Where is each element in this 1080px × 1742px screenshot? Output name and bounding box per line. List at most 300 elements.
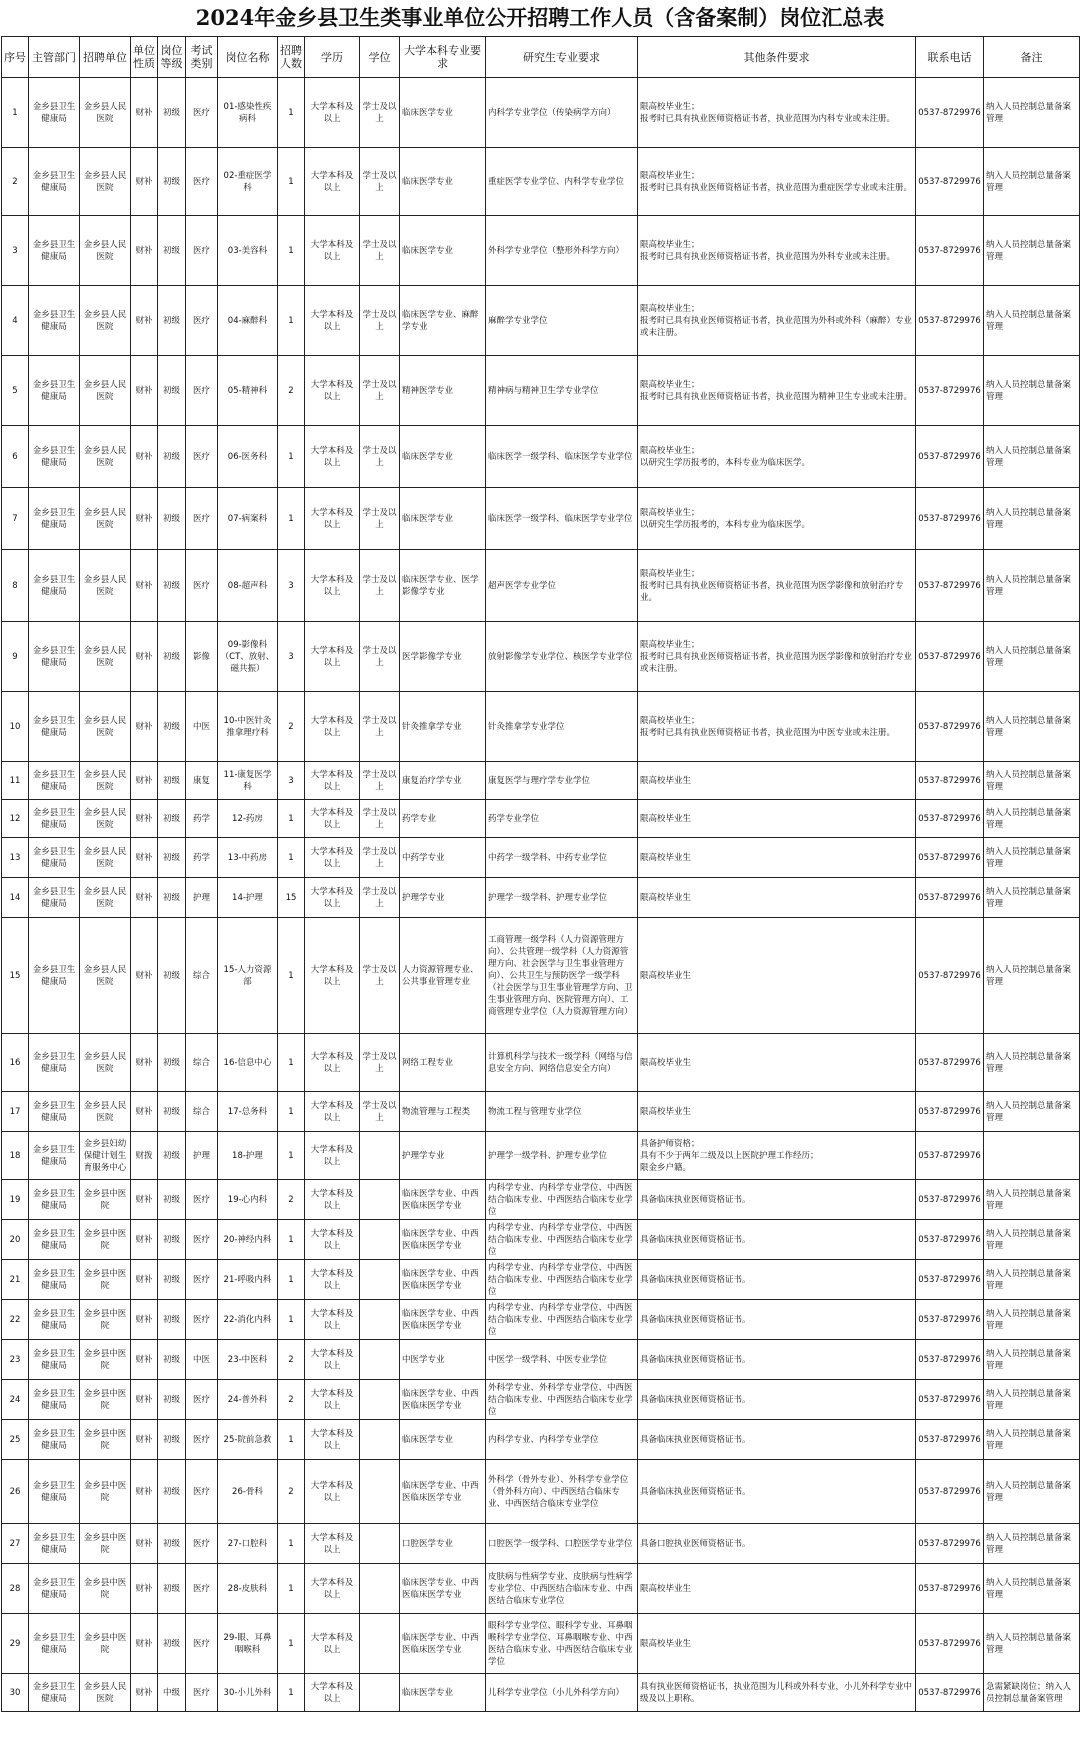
undergrad-major-cell: 临床医学专业、中西医临床医学专业 — [400, 1220, 486, 1260]
dept-cell: 金乡县卫生健康局 — [29, 488, 80, 550]
degree-cell — [360, 1564, 400, 1614]
undergrad-major-cell: 临床医学专业、中西医临床医学专业 — [400, 1260, 486, 1300]
unit-cell: 金乡县中医院 — [80, 1180, 131, 1220]
degree-cell: 学士及以上 — [360, 488, 400, 550]
headcount-cell: 1 — [278, 78, 305, 148]
headcount-cell: 15 — [278, 878, 305, 918]
remark-cell: 纳入人员控制总量备案管理 — [984, 488, 1080, 550]
post-name-cell: 20-神经内科 — [218, 1220, 278, 1260]
post-name-cell: 01-感染性疾病科 — [218, 78, 278, 148]
headcount-cell: 1 — [278, 286, 305, 356]
dept-cell: 金乡县卫生健康局 — [29, 1380, 80, 1420]
degree-cell — [360, 1524, 400, 1564]
headcount-cell: 3 — [278, 762, 305, 800]
postgrad-major-cell: 精神病与精神卫生学专业学位 — [486, 356, 638, 426]
headcount-cell: 2 — [278, 1180, 305, 1220]
exam-type-cell: 影像 — [186, 622, 218, 692]
column-header: 研究生专业要求 — [486, 37, 638, 78]
education-cell: 大学本科及以上 — [305, 1340, 360, 1380]
degree-cell: 学士及以上 — [360, 1034, 400, 1092]
remark-cell: 纳入人员控制总量备案管理 — [984, 692, 1080, 762]
remark-cell: 纳入人员控制总量备案管理 — [984, 1092, 1080, 1132]
column-header: 其他条件要求 — [638, 37, 916, 78]
degree-cell: 学士及以上 — [360, 878, 400, 918]
degree-cell: 学士及以上 — [360, 286, 400, 356]
phone-cell: 0537-8729976 — [916, 78, 984, 148]
degree-cell: 学士及以上 — [360, 78, 400, 148]
nature-cell: 财补 — [131, 1092, 158, 1132]
exam-type-cell: 医疗 — [186, 216, 218, 286]
post-name-cell: 09-影像科（CT、放射、磁共振） — [218, 622, 278, 692]
level-cell: 初级 — [158, 1614, 186, 1674]
remark-cell: 纳入人员控制总量备案管理 — [984, 1260, 1080, 1300]
table-row — [2, 1132, 1080, 1180]
dept-cell: 金乡县卫生健康局 — [29, 1674, 80, 1712]
unit-cell: 金乡县人民医院 — [80, 148, 131, 216]
degree-cell — [360, 1180, 400, 1220]
level-cell: 初级 — [158, 918, 186, 1034]
table-row — [2, 800, 1080, 838]
degree-cell — [360, 1340, 400, 1380]
postgrad-major-cell: 中医学一级学科、中医专业学位 — [486, 1340, 638, 1380]
level-cell: 初级 — [158, 148, 186, 216]
row-number: 25 — [2, 1420, 29, 1460]
table-row — [2, 488, 1080, 550]
degree-cell — [360, 1380, 400, 1420]
education-cell: 大学本科及以上 — [305, 1380, 360, 1420]
education-cell: 大学本科及以上 — [305, 838, 360, 878]
dept-cell: 金乡县卫生健康局 — [29, 692, 80, 762]
exam-type-cell: 医疗 — [186, 1614, 218, 1674]
unit-cell: 金乡县中医院 — [80, 1260, 131, 1300]
education-cell: 大学本科及以上 — [305, 918, 360, 1034]
headcount-cell: 2 — [278, 356, 305, 426]
table-row — [2, 1564, 1080, 1614]
table-header-row — [2, 37, 1080, 78]
dept-cell: 金乡县卫生健康局 — [29, 216, 80, 286]
headcount-cell: 1 — [278, 1420, 305, 1460]
post-name-cell: 28-皮肤科 — [218, 1564, 278, 1614]
undergrad-major-cell: 医学影像学专业 — [400, 622, 486, 692]
nature-cell: 财补 — [131, 286, 158, 356]
table-row — [2, 426, 1080, 488]
dept-cell: 金乡县卫生健康局 — [29, 286, 80, 356]
row-number: 23 — [2, 1340, 29, 1380]
other-requirements-cell: 限高校毕业生 — [638, 800, 916, 838]
level-cell: 初级 — [158, 1034, 186, 1092]
exam-type-cell: 综合 — [186, 1092, 218, 1132]
nature-cell: 财补 — [131, 1260, 158, 1300]
row-number: 10 — [2, 692, 29, 762]
row-number: 14 — [2, 878, 29, 918]
postgrad-major-cell: 放射影像学专业学位、核医学专业学位 — [486, 622, 638, 692]
exam-type-cell: 医疗 — [186, 356, 218, 426]
education-cell: 大学本科及以上 — [305, 1220, 360, 1260]
undergrad-major-cell: 临床医学专业、中西医临床医学专业 — [400, 1564, 486, 1614]
remark-cell: 急需紧缺岗位；纳入人员控制总量备案管理 — [984, 1674, 1080, 1712]
table-row — [2, 1220, 1080, 1260]
table-row — [2, 838, 1080, 878]
post-name-cell: 24-普外科 — [218, 1380, 278, 1420]
unit-cell: 金乡县人民医院 — [80, 488, 131, 550]
undergrad-major-cell: 临床医学专业 — [400, 488, 486, 550]
education-cell: 大学本科及以上 — [305, 1260, 360, 1300]
row-number: 27 — [2, 1524, 29, 1564]
degree-cell: 学士及以上 — [360, 918, 400, 1034]
postgrad-major-cell: 外科学专业、外科学专业学位、中西医结合临床专业、中西医结合临床专业学位 — [486, 1380, 638, 1420]
undergrad-major-cell: 物流管理与工程类 — [400, 1092, 486, 1132]
page-title: 2024年金乡县卫生类事业单位公开招聘工作人员（含备案制）岗位汇总表 — [195, 5, 885, 30]
headcount-cell: 1 — [278, 838, 305, 878]
level-cell: 初级 — [158, 216, 186, 286]
phone-cell: 0537-8729976 — [916, 1614, 984, 1674]
post-name-cell: 27-口腔科 — [218, 1524, 278, 1564]
dept-cell: 金乡县卫生健康局 — [29, 1564, 80, 1614]
education-cell: 大学本科及以上 — [305, 286, 360, 356]
remark-cell: 纳入人员控制总量备案管理 — [984, 1460, 1080, 1524]
degree-cell: 学士及以上 — [360, 550, 400, 622]
postgrad-major-cell: 外科学（骨外专业）、外科学专业学位（骨外科方向）、中西医结合临床专业、中西医结合临床专业学位 — [486, 1460, 638, 1524]
undergrad-major-cell: 临床医学专业 — [400, 148, 486, 216]
headcount-cell: 1 — [278, 1132, 305, 1180]
degree-cell: 学士及以上 — [360, 762, 400, 800]
degree-cell: 学士及以上 — [360, 622, 400, 692]
other-requirements-cell: 限高校毕业生； 以研究生学历报考的，本科专业为临床医学。 — [638, 426, 916, 488]
post-name-cell: 30-小儿外科 — [218, 1674, 278, 1712]
postgrad-major-cell: 外科学专业学位（整形外科学方向） — [486, 216, 638, 286]
exam-type-cell: 综合 — [186, 1034, 218, 1092]
unit-cell: 金乡县人民医院 — [80, 1034, 131, 1092]
headcount-cell: 2 — [278, 1380, 305, 1420]
remark-cell: 纳入人员控制总量备案管理 — [984, 216, 1080, 286]
postgrad-major-cell: 重症医学专业学位、内科学专业学位 — [486, 148, 638, 216]
column-header: 学历 — [305, 37, 360, 78]
dept-cell: 金乡县卫生健康局 — [29, 1460, 80, 1524]
post-name-cell: 17-总务科 — [218, 1092, 278, 1132]
postgrad-major-cell: 口腔医学一级学科、口腔医学专业学位 — [486, 1524, 638, 1564]
level-cell: 初级 — [158, 1300, 186, 1340]
nature-cell: 财补 — [131, 78, 158, 148]
exam-type-cell: 药学 — [186, 800, 218, 838]
unit-cell: 金乡县人民医院 — [80, 800, 131, 838]
level-cell: 初级 — [158, 356, 186, 426]
postgrad-major-cell: 计算机科学与技术一级学科（网络与信息安全方向、网络信息安全方向） — [486, 1034, 638, 1092]
row-number: 19 — [2, 1180, 29, 1220]
degree-cell: 学士及以上 — [360, 838, 400, 878]
post-name-cell: 18-护理 — [218, 1132, 278, 1180]
positions-table — [1, 36, 1080, 1712]
headcount-cell: 1 — [278, 1614, 305, 1674]
nature-cell: 财补 — [131, 1034, 158, 1092]
post-name-cell: 08-超声科 — [218, 550, 278, 622]
headcount-cell: 2 — [278, 1460, 305, 1524]
dept-cell: 金乡县卫生健康局 — [29, 1420, 80, 1460]
headcount-cell: 1 — [278, 1092, 305, 1132]
column-header: 联系电话 — [916, 37, 984, 78]
headcount-cell: 1 — [278, 1524, 305, 1564]
dept-cell: 金乡县卫生健康局 — [29, 1340, 80, 1380]
education-cell: 大学本科及以上 — [305, 1034, 360, 1092]
table-row — [2, 216, 1080, 286]
nature-cell: 财补 — [131, 838, 158, 878]
remark-cell: 纳入人员控制总量备案管理 — [984, 1180, 1080, 1220]
headcount-cell: 1 — [278, 148, 305, 216]
table-row — [2, 1260, 1080, 1300]
column-header: 考试类别 — [186, 37, 218, 78]
post-name-cell: 05-精神科 — [218, 356, 278, 426]
column-header: 岗位等级 — [158, 37, 186, 78]
exam-type-cell: 药学 — [186, 838, 218, 878]
nature-cell: 财补 — [131, 488, 158, 550]
phone-cell: 0537-8729976 — [916, 286, 984, 356]
unit-cell: 金乡县中医院 — [80, 1220, 131, 1260]
postgrad-major-cell: 超声医学专业学位 — [486, 550, 638, 622]
other-requirements-cell: 限高校毕业生； 报考时已具有执业医师资格证书者，执业范围为精神卫生专业或未注册。 — [638, 356, 916, 426]
education-cell: 大学本科及以上 — [305, 148, 360, 216]
table-row — [2, 692, 1080, 762]
table-row — [2, 622, 1080, 692]
education-cell: 大学本科及以上 — [305, 488, 360, 550]
unit-cell: 金乡县人民医院 — [80, 692, 131, 762]
other-requirements-cell: 限高校毕业生； 以研究生学历报考的，本科专业为临床医学。 — [638, 488, 916, 550]
degree-cell: 学士及以上 — [360, 800, 400, 838]
level-cell: 初级 — [158, 622, 186, 692]
nature-cell: 财补 — [131, 1460, 158, 1524]
remark-cell: 纳入人员控制总量备案管理 — [984, 1300, 1080, 1340]
nature-cell: 财补 — [131, 800, 158, 838]
phone-cell: 0537-8729976 — [916, 762, 984, 800]
level-cell: 初级 — [158, 286, 186, 356]
remark-cell: 纳入人员控制总量备案管理 — [984, 762, 1080, 800]
dept-cell: 金乡县卫生健康局 — [29, 1220, 80, 1260]
remark-cell: 纳入人员控制总量备案管理 — [984, 878, 1080, 918]
other-requirements-cell: 限高校毕业生； 报考时已具有执业医师资格证书者，执业范围为外科专业或未注册。 — [638, 216, 916, 286]
nature-cell: 财补 — [131, 1564, 158, 1614]
postgrad-major-cell: 眼科学专业学位、眼科学专业、耳鼻咽喉科学专业学位、耳鼻咽喉专业、中西医结合临床专业、中西医结合临床专业学位 — [486, 1614, 638, 1674]
headcount-cell: 1 — [278, 800, 305, 838]
postgrad-major-cell: 麻醉学专业学位 — [486, 286, 638, 356]
dept-cell: 金乡县卫生健康局 — [29, 1092, 80, 1132]
table-row — [2, 1092, 1080, 1132]
unit-cell: 金乡县中医院 — [80, 1460, 131, 1524]
postgrad-major-cell: 儿科学专业学位（小儿外科学方向） — [486, 1674, 638, 1712]
phone-cell: 0537-8729976 — [916, 1300, 984, 1340]
level-cell: 初级 — [158, 1564, 186, 1614]
column-header: 岗位名称 — [218, 37, 278, 78]
other-requirements-cell: 具备临床执业医师资格证书。 — [638, 1380, 916, 1420]
nature-cell: 财补 — [131, 1220, 158, 1260]
dept-cell: 金乡县卫生健康局 — [29, 1614, 80, 1674]
nature-cell: 财补 — [131, 692, 158, 762]
education-cell: 大学本科及以上 — [305, 1132, 360, 1180]
unit-cell: 金乡县中医院 — [80, 1614, 131, 1674]
unit-cell: 金乡县人民医院 — [80, 878, 131, 918]
row-number: 5 — [2, 356, 29, 426]
dept-cell: 金乡县卫生健康局 — [29, 1132, 80, 1180]
education-cell: 大学本科及以上 — [305, 216, 360, 286]
other-requirements-cell: 具备临床执业医师资格证书。 — [638, 1340, 916, 1380]
headcount-cell: 3 — [278, 622, 305, 692]
phone-cell: 0537-8729976 — [916, 1034, 984, 1092]
nature-cell: 财补 — [131, 762, 158, 800]
exam-type-cell: 护理 — [186, 878, 218, 918]
row-number: 2 — [2, 148, 29, 216]
undergrad-major-cell: 临床医学专业、中西医临床医学专业 — [400, 1614, 486, 1674]
undergrad-major-cell: 临床医学专业 — [400, 426, 486, 488]
other-requirements-cell: 限高校毕业生； 报考时已具有执业医师资格证书者，执业范围为医学影像和放射治疗专业或未注册。 — [638, 622, 916, 692]
table-row — [2, 286, 1080, 356]
undergrad-major-cell: 临床医学专业 — [400, 216, 486, 286]
table-row — [2, 1614, 1080, 1674]
dept-cell: 金乡县卫生健康局 — [29, 918, 80, 1034]
unit-cell: 金乡县人民医院 — [80, 622, 131, 692]
phone-cell: 0537-8729976 — [916, 1460, 984, 1524]
nature-cell: 财补 — [131, 622, 158, 692]
post-name-cell: 04-麻醉科 — [218, 286, 278, 356]
row-number: 11 — [2, 762, 29, 800]
post-name-cell: 13-中药房 — [218, 838, 278, 878]
unit-cell: 金乡县人民医院 — [80, 550, 131, 622]
headcount-cell: 3 — [278, 550, 305, 622]
post-name-cell: 23-中医科 — [218, 1340, 278, 1380]
post-name-cell: 03-美容科 — [218, 216, 278, 286]
undergrad-major-cell: 康复治疗学专业 — [400, 762, 486, 800]
other-requirements-cell: 限高校毕业生 — [638, 838, 916, 878]
level-cell: 初级 — [158, 1132, 186, 1180]
undergrad-major-cell: 口腔医学专业 — [400, 1524, 486, 1564]
table-row — [2, 1300, 1080, 1340]
row-number: 17 — [2, 1092, 29, 1132]
table-row — [2, 148, 1080, 216]
undergrad-major-cell: 临床医学专业 — [400, 1674, 486, 1712]
post-name-cell: 15-人力资源部 — [218, 918, 278, 1034]
phone-cell: 0537-8729976 — [916, 1220, 984, 1260]
other-requirements-cell: 具备临床执业医师资格证书。 — [638, 1460, 916, 1524]
unit-cell: 金乡县中医院 — [80, 1420, 131, 1460]
phone-cell: 0537-8729976 — [916, 1420, 984, 1460]
column-header: 招聘单位 — [80, 37, 131, 78]
remark-cell: 纳入人员控制总量备案管理 — [984, 286, 1080, 356]
row-number: 18 — [2, 1132, 29, 1180]
row-number: 6 — [2, 426, 29, 488]
table-row — [2, 1420, 1080, 1460]
unit-cell: 金乡县人民医院 — [80, 216, 131, 286]
row-number: 16 — [2, 1034, 29, 1092]
dept-cell: 金乡县卫生健康局 — [29, 426, 80, 488]
education-cell: 大学本科及以上 — [305, 78, 360, 148]
degree-cell — [360, 1460, 400, 1524]
exam-type-cell: 医疗 — [186, 1220, 218, 1260]
education-cell: 大学本科及以上 — [305, 1420, 360, 1460]
phone-cell: 0537-8729976 — [916, 426, 984, 488]
remark-cell: 纳入人员控制总量备案管理 — [984, 622, 1080, 692]
table-row — [2, 550, 1080, 622]
other-requirements-cell: 限高校毕业生 — [638, 762, 916, 800]
column-header: 主管部门 — [29, 37, 80, 78]
phone-cell: 0537-8729976 — [916, 1132, 984, 1180]
degree-cell: 学士及以上 — [360, 426, 400, 488]
education-cell: 大学本科及以上 — [305, 1674, 360, 1712]
postgrad-major-cell: 工商管理一级学科（人力资源管理方向）、公共管理一级学科（人力资源管理方向、社会医学与卫生事业管理方向）、公共卫生与预防医学一级学科（社会医学与卫生事业管理学方向、卫生事业管理方向、医院管理方向）、工商管理专业学位（人力资源管理方向） — [486, 918, 638, 1034]
postgrad-major-cell: 内科学专业、内科学专业学位、中西医结合临床专业、中西医结合临床专业学位 — [486, 1180, 638, 1220]
dept-cell: 金乡县卫生健康局 — [29, 78, 80, 148]
row-number: 13 — [2, 838, 29, 878]
education-cell: 大学本科及以上 — [305, 1564, 360, 1614]
nature-cell: 财补 — [131, 1674, 158, 1712]
undergrad-major-cell: 临床医学专业 — [400, 78, 486, 148]
nature-cell: 财拨 — [131, 1132, 158, 1180]
phone-cell: 0537-8729976 — [916, 356, 984, 426]
degree-cell: 学士及以上 — [360, 692, 400, 762]
row-number: 8 — [2, 550, 29, 622]
postgrad-major-cell: 内科学专业、内科学专业学位、中西医结合临床专业、中西医结合临床专业学位 — [486, 1260, 638, 1300]
undergrad-major-cell: 药学专业 — [400, 800, 486, 838]
postgrad-major-cell: 物流工程与管理专业学位 — [486, 1092, 638, 1132]
exam-type-cell: 医疗 — [186, 1420, 218, 1460]
remark-cell: 纳入人员控制总量备案管理 — [984, 1220, 1080, 1260]
level-cell: 初级 — [158, 1380, 186, 1420]
other-requirements-cell: 具备临床执业医师资格证书。 — [638, 1180, 916, 1220]
other-requirements-cell: 具备临床执业医师资格证书。 — [638, 1260, 916, 1300]
exam-type-cell: 医疗 — [186, 1380, 218, 1420]
table-row — [2, 78, 1080, 148]
column-header: 序号 — [2, 37, 29, 78]
level-cell: 初级 — [158, 762, 186, 800]
exam-type-cell: 医疗 — [186, 1260, 218, 1300]
phone-cell: 0537-8729976 — [916, 1380, 984, 1420]
remark-cell: 纳入人员控制总量备案管理 — [984, 1034, 1080, 1092]
other-requirements-cell: 限高校毕业生； 报考时已具有执业医师资格证书者，执业范围为内科专业或未注册。 — [638, 78, 916, 148]
remark-cell — [984, 1132, 1080, 1180]
education-cell: 大学本科及以上 — [305, 1180, 360, 1220]
row-number: 24 — [2, 1380, 29, 1420]
level-cell: 初级 — [158, 1220, 186, 1260]
dept-cell: 金乡县卫生健康局 — [29, 762, 80, 800]
level-cell: 初级 — [158, 488, 186, 550]
exam-type-cell: 中医 — [186, 692, 218, 762]
remark-cell: 纳入人员控制总量备案管理 — [984, 550, 1080, 622]
postgrad-major-cell: 内科学专业、内科学专业学位 — [486, 1420, 638, 1460]
other-requirements-cell: 具备临床执业医师资格证书。 — [638, 1420, 916, 1460]
phone-cell: 0537-8729976 — [916, 692, 984, 762]
education-cell: 大学本科及以上 — [305, 426, 360, 488]
level-cell: 初级 — [158, 1260, 186, 1300]
row-number: 12 — [2, 800, 29, 838]
remark-cell: 纳入人员控制总量备案管理 — [984, 838, 1080, 878]
nature-cell: 财补 — [131, 1420, 158, 1460]
dept-cell: 金乡县卫生健康局 — [29, 1300, 80, 1340]
level-cell: 初级 — [158, 692, 186, 762]
row-number: 4 — [2, 286, 29, 356]
nature-cell: 财补 — [131, 1340, 158, 1380]
nature-cell: 财补 — [131, 1524, 158, 1564]
headcount-cell: 1 — [278, 1564, 305, 1614]
undergrad-major-cell: 临床医学专业、医学影像学专业 — [400, 550, 486, 622]
undergrad-major-cell: 人力资源管理专业、公共事业管理专业 — [400, 918, 486, 1034]
table-row — [2, 356, 1080, 426]
row-number: 9 — [2, 622, 29, 692]
postgrad-major-cell: 护理学一级学科、护理专业学位 — [486, 878, 638, 918]
dept-cell: 金乡县卫生健康局 — [29, 356, 80, 426]
phone-cell: 0537-8729976 — [916, 488, 984, 550]
other-requirements-cell: 限高校毕业生 — [638, 878, 916, 918]
degree-cell — [360, 1300, 400, 1340]
undergrad-major-cell: 护理学专业 — [400, 1132, 486, 1180]
exam-type-cell: 医疗 — [186, 488, 218, 550]
headcount-cell: 1 — [278, 1300, 305, 1340]
degree-cell — [360, 1674, 400, 1712]
phone-cell: 0537-8729976 — [916, 1564, 984, 1614]
